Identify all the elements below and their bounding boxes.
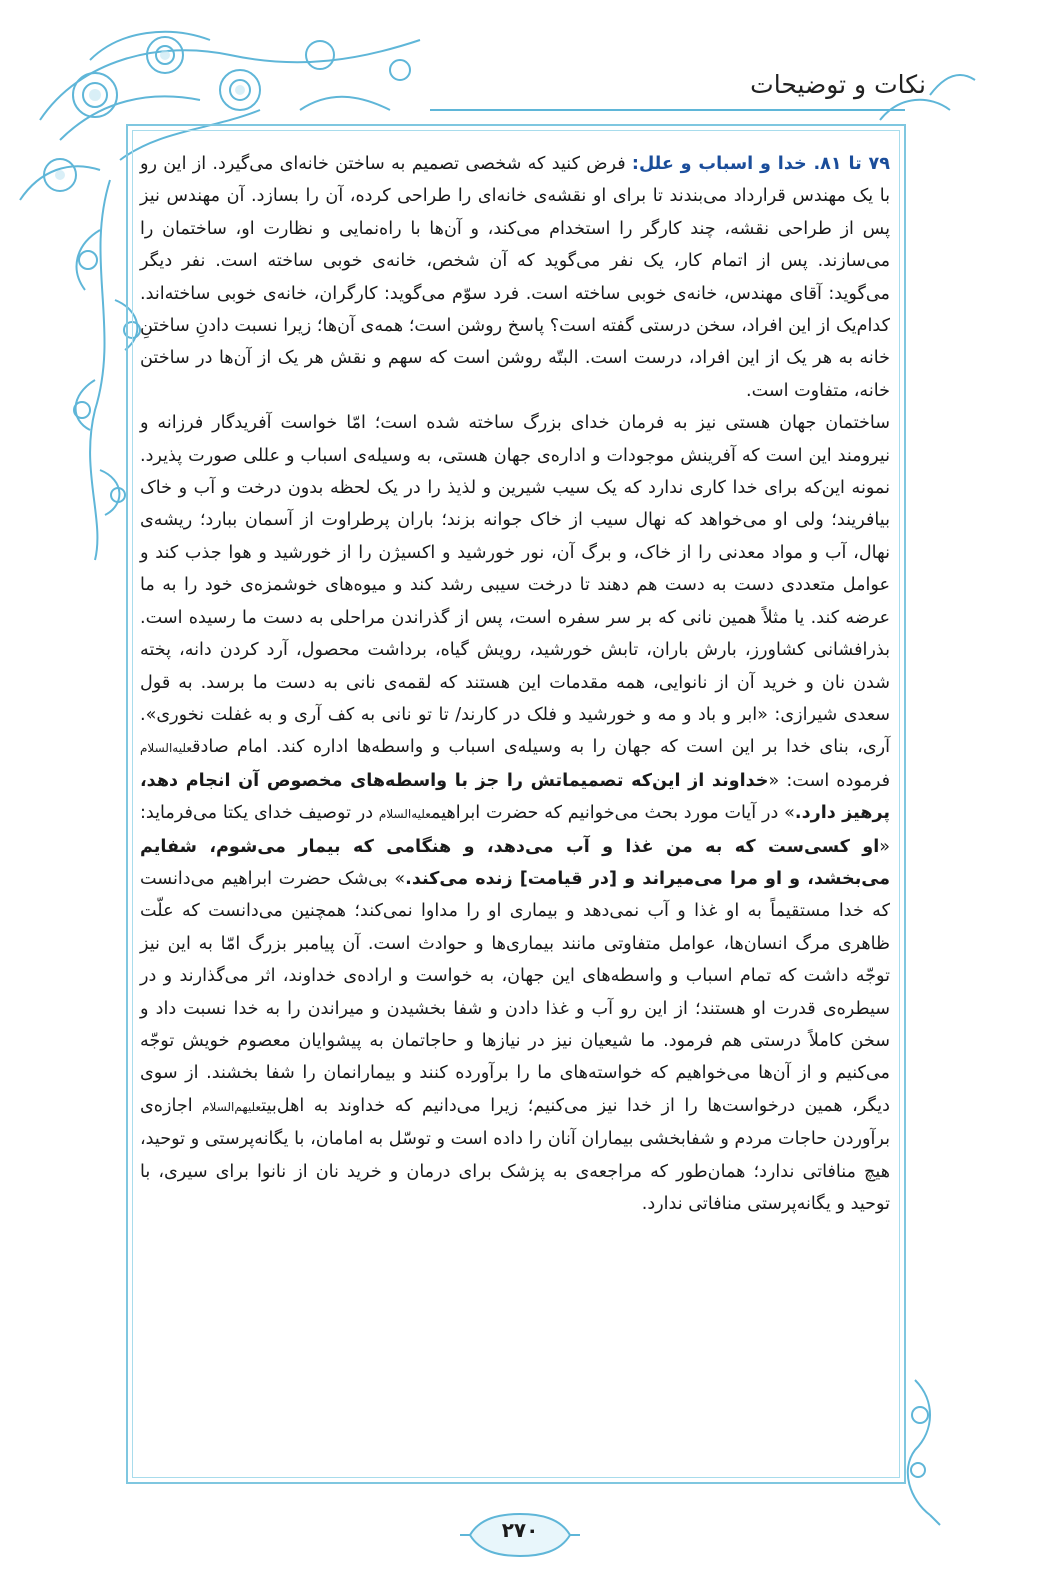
page-number: ۲۷۰	[501, 1518, 539, 1542]
paragraph-text: » بی‌شک حضرت ابراهیم می‌دانست که خدا مستقیماً به او غذا و آب نمی‌دهد و بیماری او را مداوا نمی‌کند؛ همچنین می‌دانست که علّت ظاهری مرگ انسان‌ها، عوامل متفاوتی مانند بیماری‌ها و حوادث است. آن پیامبر بزرگ امّا به این نیز توجّه داشت که تمام اسباب و واسطه‌های این جهان، به خواست و اراده‌ی خداوند، اثر می‌گذارند و در سیطره‌ی قدرت او هستند؛ از این رو آب و غذا دادن و شفا بخشیدن و میراندن را به خدا نسبت داد و سخن کاملاً درستی هم فرمود. ما شیعیان نیز در نیازها و حاجاتمان به پیشوایان معصوم خویش توجّه می‌کنیم و از آن‌ها می‌خواهیم که خواسته‌های ما را برآورده کنند و بیمارانمان را شفا بخشند. از سوی دیگر، همین درخواست‌ها را از خدا نیز می‌کنیم؛ زیرا می‌دانیم که خداوند به اهل‌بیت	[140, 868, 891, 1116]
main-text	[140, 148, 890, 1220]
hadith-quote: خداوند از این‌که تصمیماتش را جز با واسطه‌های مخصوص آن انجام دهد، پرهیز دارد.	[140, 770, 891, 824]
honorific: علیه‌السلام	[140, 741, 193, 756]
paragraph-text: » در آیات مورد بحث می‌خوانیم که حضرت ابراهیم	[431, 803, 795, 824]
paragraph-text: اجازه‌ی برآوردن حاجات مردم و شفابخشی بیماران آنان را داده است و توسّل به امامان، با یگانه‌پرستی و توحید، هیچ منافاتی ندارد؛ همان‌طور که مراجعه‌ی به پزشک برای درمان و خرید نان از نانوا برای سیری، با توحید و یگانه‌پرستی منافاتی ندارد.	[140, 1095, 890, 1214]
paragraph-text: فرموده است: «	[768, 770, 890, 791]
honorific: علیه‌السلام	[378, 807, 432, 822]
honorific: علیهم‌السلام	[202, 1099, 262, 1114]
verse-range-heading: ۷۹ تا ۸۱. خدا و اسباب و علل:	[631, 154, 890, 174]
paragraph	[140, 407, 890, 1220]
paragraph-text: فرض کنید که شخصی تصمیم به ساختن خانه‌ای می‌گیرد. از این رو با یک مهندس قرارداد می‌بندند تا برای او نقشه‌ی خانه‌ای را طراحی کرده، آن را بسازد. آن مهندس نیز پس از طراحی نقشه، چند کارگر را استخدام می‌کند، و آن‌ها با راه‌نمایی و نظارت او، ساختمان را می‌سازند. پس از اتمام کار، یک نفر می‌گوید که آن شخص، خانه‌ی خوبی ساخته است. نفر دیگر می‌گوید: آقای مهندس، خانه‌ی خوبی ساخته است. فرد سوّم می‌گوید: کارگران، خانه‌ی خوبی ساخته‌اند. کدام‌یک از این افراد، سخن درستی گفته است؟ پاسخ روشن است؛ همه‌ی آن‌ها؛ زیرا نسبت دادنِ ساختنِ خانه به هر یک از این افراد، درست است. البتّه روشن است که سهم و نقش هر یک از آن‌ها در ساختن خانه، متفاوت است.	[140, 154, 890, 401]
paragraph-text: ساختمان جهان هستی نیز به فرمان خدای بزرگ ساخته شده است؛ امّا خواست آفریدگار فرزانه و نیرومند این است که آفرینش موجودات و اداره‌ی جهان هستی، به وسیله‌ی اسباب و عللی صورت پذیرد. نمونه این‌که برای خدا کاری ندارد که یک سیب شیرین و لذیذ را در یک لحظه بدون درخت و آب و خاک بیافریند؛ ولی او می‌خواهد که نهال سیب از خاک جوانه بزند؛ باران پرطراوت از آسمان ببارد؛ ریشه‌ی نهال، آب و مواد معدنی را از خاک، و برگ آن، نور خورشید و اکسیژن را از خورشید و هوا جذب کند و عوامل متعددی دست به دست هم دهند تا درخت سیبی رشد کند و میوه‌های خوشمزه‌ی خود را به ما عرضه کند. یا مثلاً همین نانی که بر سر سفره است، پس از گذراندن مراحلی به دست ما رسیده است. بذرافشانی کشاورز، بارش باران، تابش خورشید، رویش گیاه، برداشت محصول، آرد کردن دانه، پخته شدن نان و خرید آن از نانوایی، همه مقدمات این هستند که لقمه‌ی نانی به دست ما برسد. به قول سعدی شیرازی: «ابر و باد و مه و خورشید و فلک در کارند/ تا تو نانی به کف آری و به غفلت نخوری». آری، بنای خدا بر این است که جهان را به وسیله‌ی اسباب و واسطه‌ها اداره کند. امام صادق	[140, 413, 890, 758]
paragraph-text: در توصیف خدای یکتا می‌فرماید: «	[140, 803, 890, 857]
verse-quote: او کسی‌ست که به من غذا و آب می‌دهد، و هنگامی که بیمار می‌شوم، شفایم می‌بخشد، و او مرا می‌میراند و [در قیامت] زنده می‌کند.	[140, 836, 890, 889]
section-header: نکات و توضیحات	[750, 70, 926, 99]
paragraph	[140, 148, 890, 407]
